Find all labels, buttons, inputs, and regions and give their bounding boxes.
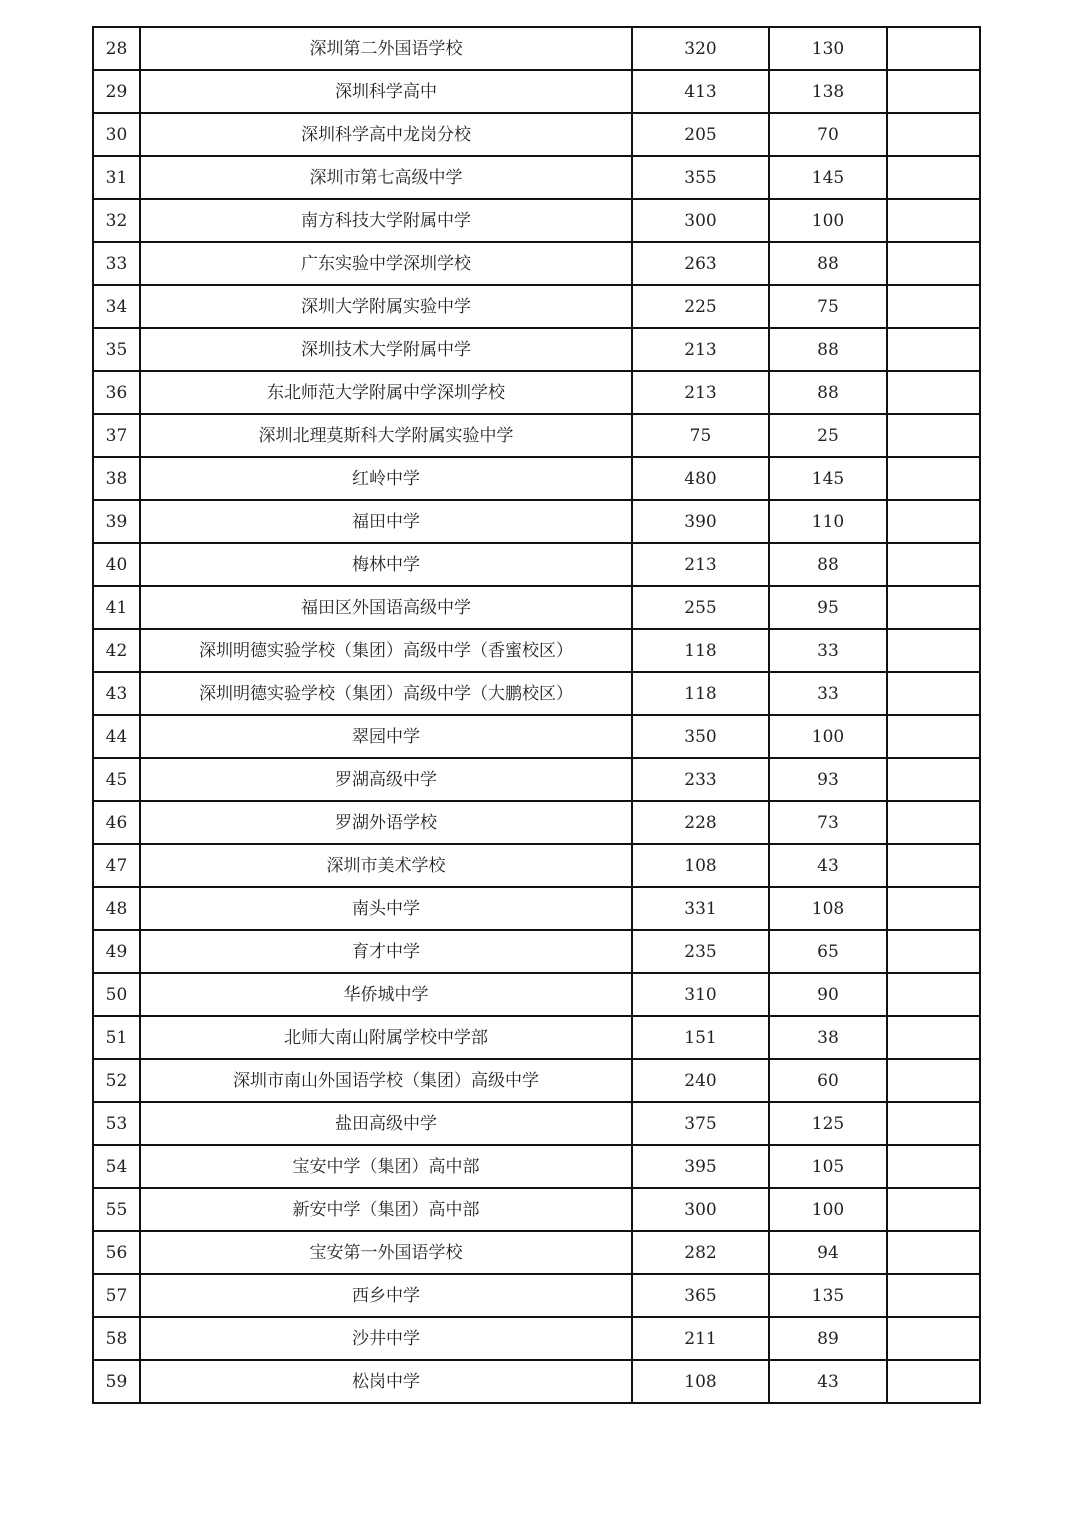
table-row [93,113,980,156]
value-a-cell: 355 [632,156,769,199]
table-row [93,629,980,672]
value-a-cell: 213 [632,328,769,371]
value-a-cell: 480 [632,457,769,500]
table-row [93,1102,980,1145]
table-row [93,500,980,543]
blank-cell [887,1145,980,1188]
value-b-cell: 70 [769,113,887,156]
value-b-cell: 65 [769,930,887,973]
school-name-cell: 南方科技大学附属中学 [140,199,632,242]
row-number-cell: 34 [93,285,140,328]
blank-cell [887,242,980,285]
value-b-cell: 135 [769,1274,887,1317]
row-number-cell: 47 [93,844,140,887]
school-name-cell: 育才中学 [140,930,632,973]
blank-cell [887,586,980,629]
value-b-cell: 43 [769,1360,887,1403]
school-name-cell: 深圳北理莫斯科大学附属实验中学 [140,414,632,457]
row-number-cell: 53 [93,1102,140,1145]
row-number-cell: 37 [93,414,140,457]
row-number-cell: 50 [93,973,140,1016]
value-a-cell: 413 [632,70,769,113]
row-number-cell: 48 [93,887,140,930]
value-a-cell: 350 [632,715,769,758]
table-row [93,371,980,414]
blank-cell [887,457,980,500]
table-row [93,1231,980,1274]
value-b-cell: 25 [769,414,887,457]
school-name-cell: 新安中学（集团）高中部 [140,1188,632,1231]
table-row [93,844,980,887]
value-b-cell: 95 [769,586,887,629]
value-a-cell: 213 [632,543,769,586]
table-row [93,930,980,973]
blank-cell [887,930,980,973]
blank-cell [887,500,980,543]
school-name-cell: 东北师范大学附属中学深圳学校 [140,371,632,414]
blank-cell [887,113,980,156]
school-name-cell: 西乡中学 [140,1274,632,1317]
value-a-cell: 365 [632,1274,769,1317]
row-number-cell: 35 [93,328,140,371]
blank-cell [887,1016,980,1059]
value-a-cell: 233 [632,758,769,801]
row-number-cell: 59 [93,1360,140,1403]
value-b-cell: 100 [769,199,887,242]
table-row [93,1274,980,1317]
row-number-cell: 44 [93,715,140,758]
value-a-cell: 300 [632,199,769,242]
blank-cell [887,801,980,844]
row-number-cell: 56 [93,1231,140,1274]
blank-cell [887,1059,980,1102]
table-row [93,242,980,285]
school-name-cell: 深圳市南山外国语学校（集团）高级中学 [140,1059,632,1102]
blank-cell [887,156,980,199]
table-row [93,887,980,930]
value-b-cell: 145 [769,457,887,500]
table-row [93,70,980,113]
blank-cell [887,1317,980,1360]
school-name-cell: 深圳技术大学附属中学 [140,328,632,371]
value-a-cell: 300 [632,1188,769,1231]
school-name-cell: 深圳市美术学校 [140,844,632,887]
school-name-cell: 华侨城中学 [140,973,632,1016]
row-number-cell: 36 [93,371,140,414]
school-table [92,26,981,1404]
row-number-cell: 41 [93,586,140,629]
table-body [93,27,980,1403]
school-name-cell: 北师大南山附属学校中学部 [140,1016,632,1059]
school-name-cell: 深圳科学高中龙岗分校 [140,113,632,156]
school-name-cell: 沙井中学 [140,1317,632,1360]
value-a-cell: 395 [632,1145,769,1188]
table-row [93,328,980,371]
value-a-cell: 375 [632,1102,769,1145]
blank-cell [887,758,980,801]
table-row [93,156,980,199]
row-number-cell: 42 [93,629,140,672]
blank-cell [887,844,980,887]
school-name-cell: 深圳大学附属实验中学 [140,285,632,328]
value-a-cell: 282 [632,1231,769,1274]
school-name-cell: 深圳明德实验学校（集团）高级中学（大鹏校区） [140,672,632,715]
row-number-cell: 58 [93,1317,140,1360]
school-name-cell: 盐田高级中学 [140,1102,632,1145]
table-row [93,1145,980,1188]
value-b-cell: 43 [769,844,887,887]
table-row [93,1360,980,1403]
value-a-cell: 118 [632,629,769,672]
blank-cell [887,973,980,1016]
row-number-cell: 28 [93,27,140,70]
table-row [93,1317,980,1360]
row-number-cell: 52 [93,1059,140,1102]
row-number-cell: 49 [93,930,140,973]
school-name-cell: 宝安第一外国语学校 [140,1231,632,1274]
table-row [93,672,980,715]
value-b-cell: 100 [769,715,887,758]
row-number-cell: 46 [93,801,140,844]
value-a-cell: 228 [632,801,769,844]
school-name-cell: 南头中学 [140,887,632,930]
value-a-cell: 108 [632,844,769,887]
blank-cell [887,887,980,930]
blank-cell [887,672,980,715]
school-name-cell: 广东实验中学深圳学校 [140,242,632,285]
row-number-cell: 45 [93,758,140,801]
value-a-cell: 331 [632,887,769,930]
value-b-cell: 105 [769,1145,887,1188]
row-number-cell: 54 [93,1145,140,1188]
value-a-cell: 320 [632,27,769,70]
blank-cell [887,1188,980,1231]
value-b-cell: 88 [769,371,887,414]
value-a-cell: 255 [632,586,769,629]
blank-cell [887,1274,980,1317]
row-number-cell: 38 [93,457,140,500]
row-number-cell: 33 [93,242,140,285]
value-a-cell: 225 [632,285,769,328]
value-b-cell: 125 [769,1102,887,1145]
row-number-cell: 31 [93,156,140,199]
school-name-cell: 宝安中学（集团）高中部 [140,1145,632,1188]
table-row [93,285,980,328]
value-a-cell: 240 [632,1059,769,1102]
blank-cell [887,414,980,457]
value-b-cell: 138 [769,70,887,113]
school-name-cell: 福田区外国语高级中学 [140,586,632,629]
value-b-cell: 110 [769,500,887,543]
value-b-cell: 108 [769,887,887,930]
school-name-cell: 深圳第二外国语学校 [140,27,632,70]
school-name-cell: 深圳科学高中 [140,70,632,113]
table-row [93,715,980,758]
table-row [93,801,980,844]
blank-cell [887,715,980,758]
blank-cell [887,328,980,371]
row-number-cell: 51 [93,1016,140,1059]
value-a-cell: 213 [632,371,769,414]
value-a-cell: 118 [632,672,769,715]
value-b-cell: 60 [769,1059,887,1102]
table-row [93,758,980,801]
blank-cell [887,629,980,672]
blank-cell [887,70,980,113]
school-name-cell: 罗湖外语学校 [140,801,632,844]
row-number-cell: 30 [93,113,140,156]
value-b-cell: 73 [769,801,887,844]
value-b-cell: 33 [769,629,887,672]
table-row [93,586,980,629]
table-row [93,973,980,1016]
table-row [93,1059,980,1102]
blank-cell [887,1231,980,1274]
row-number-cell: 39 [93,500,140,543]
value-b-cell: 93 [769,758,887,801]
table-row [93,27,980,70]
value-b-cell: 89 [769,1317,887,1360]
blank-cell [887,285,980,328]
table-row [93,1016,980,1059]
value-b-cell: 88 [769,543,887,586]
blank-cell [887,199,980,242]
school-name-cell: 翠园中学 [140,715,632,758]
blank-cell [887,371,980,414]
value-a-cell: 235 [632,930,769,973]
school-name-cell: 红岭中学 [140,457,632,500]
value-b-cell: 33 [769,672,887,715]
value-a-cell: 211 [632,1317,769,1360]
value-a-cell: 263 [632,242,769,285]
row-number-cell: 55 [93,1188,140,1231]
blank-cell [887,1360,980,1403]
row-number-cell: 40 [93,543,140,586]
value-b-cell: 94 [769,1231,887,1274]
value-b-cell: 38 [769,1016,887,1059]
value-b-cell: 75 [769,285,887,328]
table-row [93,199,980,242]
table-row [93,543,980,586]
value-a-cell: 151 [632,1016,769,1059]
blank-cell [887,1102,980,1145]
blank-cell [887,543,980,586]
value-a-cell: 205 [632,113,769,156]
value-b-cell: 90 [769,973,887,1016]
school-name-cell: 深圳市第七高级中学 [140,156,632,199]
value-b-cell: 130 [769,27,887,70]
row-number-cell: 57 [93,1274,140,1317]
value-b-cell: 145 [769,156,887,199]
value-b-cell: 100 [769,1188,887,1231]
blank-cell [887,27,980,70]
value-a-cell: 75 [632,414,769,457]
school-name-cell: 松岗中学 [140,1360,632,1403]
school-name-cell: 福田中学 [140,500,632,543]
school-name-cell: 罗湖高级中学 [140,758,632,801]
value-b-cell: 88 [769,328,887,371]
value-a-cell: 390 [632,500,769,543]
row-number-cell: 29 [93,70,140,113]
value-b-cell: 88 [769,242,887,285]
value-a-cell: 310 [632,973,769,1016]
school-name-cell: 梅林中学 [140,543,632,586]
value-a-cell: 108 [632,1360,769,1403]
table-row [93,457,980,500]
table-row [93,414,980,457]
row-number-cell: 32 [93,199,140,242]
school-name-cell: 深圳明德实验学校（集团）高级中学（香蜜校区） [140,629,632,672]
table-row [93,1188,980,1231]
row-number-cell: 43 [93,672,140,715]
